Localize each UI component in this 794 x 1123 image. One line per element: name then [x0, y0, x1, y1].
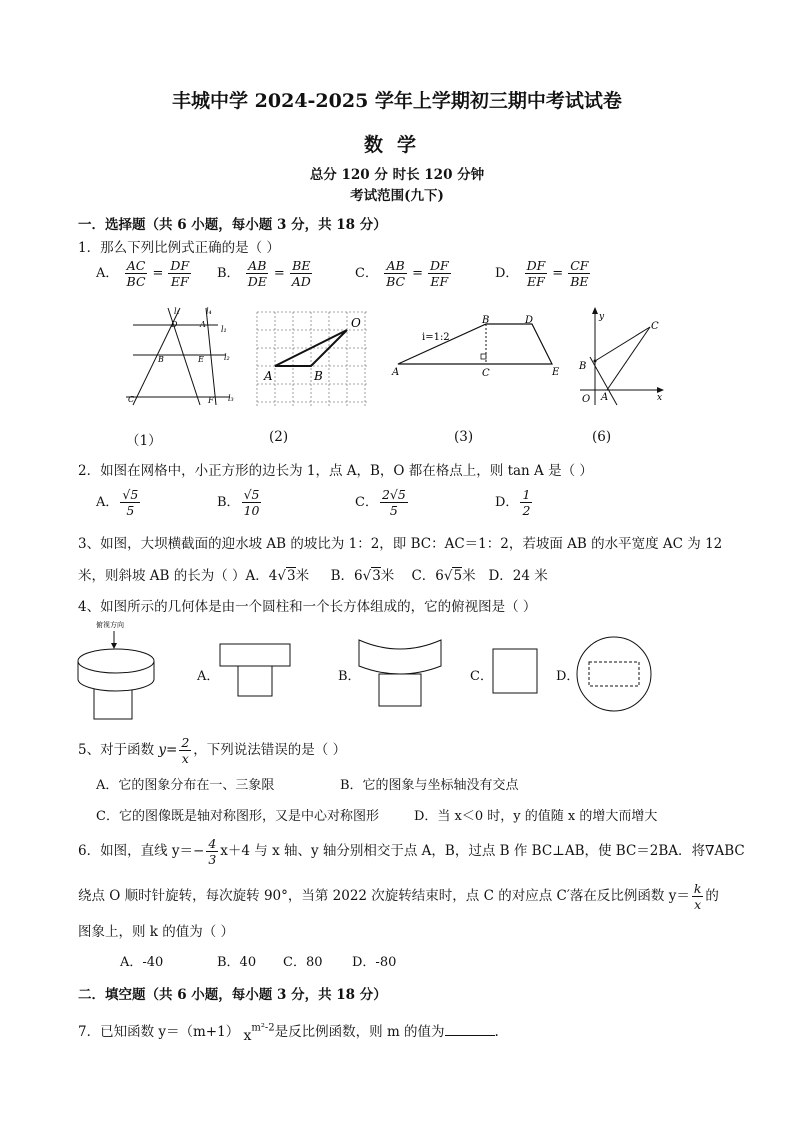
exam-scope: 考试范围(九下): [350, 188, 444, 204]
fig1-label-l1a: l₁: [174, 307, 180, 316]
q4-option-d-figure: [574, 634, 654, 714]
figure-caption-6: (6): [592, 429, 612, 445]
figure-caption-3: (3): [454, 429, 474, 445]
fig1-label-l4: l₄: [206, 307, 212, 316]
fig1-label-E: E: [198, 355, 204, 364]
figure-caption-2: (2): [269, 429, 289, 445]
figure-6-coordinate: [570, 305, 670, 410]
figure-caption-1: （1）: [126, 433, 162, 449]
q6-option-d: D．-80: [352, 955, 397, 970]
q7-answer-blank[interactable]: [445, 1023, 495, 1036]
q4-option-c-figure: [490, 646, 540, 696]
figure-1-parallel-lines: [118, 305, 238, 415]
fig1-label-A: A: [200, 320, 206, 329]
q1-option-c: C． $\frac{AB}{BC}$ = $\frac{DF}{EF}$: [355, 258, 449, 289]
q1-option-a: A． $\frac{AC}{BC}$ = $\frac{DF}{EF}$: [96, 258, 190, 289]
q5-option-c: C．它的图像既是轴对称图形，又是中心对称图形: [96, 809, 379, 824]
q4-option-c-label: C．: [470, 669, 493, 684]
fig3-label-B: B: [482, 315, 490, 326]
fig3-label-E: E: [552, 367, 560, 378]
q2-option-c: C． $\frac{2√5}{5}$: [355, 487, 406, 518]
question-4-stem: 4、如图所示的几何体是由一个圆柱和一个长方体组成的，它的俯视图是（ ）: [78, 599, 537, 615]
figure-3-dam: [390, 312, 570, 382]
fig6-label-O: O: [582, 394, 591, 405]
fig1-label-D: D: [171, 320, 178, 329]
fig6-label-y: y: [599, 312, 605, 322]
fig3-slope-label: i=1:2: [422, 332, 450, 343]
question-7-stem: 7．已知函数 y＝（m+1） $x^{m^2-2}$是反比例函数，则 m 的值为 .: [78, 1022, 499, 1044]
q4-option-b-figure: [355, 636, 445, 711]
q2-option-b: B． $\frac{√5}{10}$: [217, 487, 260, 518]
fig2-label-O: O: [351, 316, 361, 330]
fig1-label-C: C: [128, 395, 135, 404]
q1-option-d: D． $\frac{DF}{EF}$ = $\frac{CF}{BE}$: [495, 258, 589, 289]
fig1-label-l1b: l₁: [221, 325, 227, 334]
fig2-label-A: A: [264, 369, 273, 383]
page-title: 丰城中学 2024-2025 学年上学期初三期中考试试卷: [172, 90, 622, 112]
question-2-stem: 2．如图在网格中，小正方形的边长为 1，点 A，B，O 都在格点上，则 tan A 是（ ）: [78, 463, 593, 479]
fig3-label-C: C: [482, 368, 490, 379]
q6-option-c: C．80: [283, 955, 323, 970]
q5-option-d: D．当 x＜0 时，y 的值随 x 的增大而增大: [414, 809, 658, 824]
q6-option-a: A．-40: [120, 955, 164, 970]
q5-option-b: B．它的图象与坐标轴没有交点: [340, 778, 519, 793]
q4-option-d-label: D．: [556, 669, 580, 684]
fig3-label-A: A: [392, 367, 400, 378]
q2-option-d: D． $\frac{1}{2}$: [495, 487, 531, 518]
fig1-label-l2: l₂: [224, 353, 230, 362]
fig1-label-B: B: [158, 355, 164, 364]
section-heading-fill-blank: 二．填空题（共 6 小题，每小题 3 分，共 18 分）: [78, 987, 387, 1003]
q4-option-b-label: B．: [338, 669, 361, 684]
question-1-stem: 1．那么下列比例式正确的是（ ）: [78, 240, 280, 256]
question-6-line-1: 6．如图，直线 y＝− $\frac{4}{3}$ x＋4 与 x 轴、y 轴分别相交于点 A，B，过点 B 作 BC⊥AB，使 BC＝2BA．将∇ABC: [78, 836, 745, 867]
fig1-label-l3: l₃: [228, 394, 234, 403]
fig1-label-F: F: [208, 396, 214, 405]
question-5-stem: 5、对于函数 y= $\frac{2}{x}$ ，下列说法错误的是（ ）: [78, 735, 347, 766]
q1-option-b: B． $\frac{AB}{DE}$ = $\frac{BE}{AD}$: [217, 258, 311, 289]
figure-2-grid: [252, 307, 372, 412]
q4-option-a-label: A．: [197, 669, 220, 684]
fig6-label-C: C: [651, 321, 659, 332]
section-heading-choice: 一．选择题（共 6 小题，每小题 3 分，共 18 分）: [78, 217, 387, 233]
question-6-line-2: 绕点 O 顺时针旋转，每次旋转 90°，当第 2022 次旋转结束时，点 C 的对应点 C′落在反比例函数 y＝ $\frac{k}{x}$ 的: [78, 881, 719, 912]
question-3-line-1: 3、如图，大坝横截面的迎水坡 AB 的坡比为 1：2，即 BC：AC＝1：2，若坡面 AB 的水平宽度 AC 为 12: [78, 536, 723, 552]
question-3-line-2: 米，则斜坡 AB 的长为（ ）A．4√3米 B．6√3米 C．6√5米 D．24 米: [78, 568, 548, 584]
q4-option-a-figure: [216, 640, 296, 700]
question-6-line-3: 图象上，则 k 的值为（ ）: [78, 924, 235, 940]
q6-option-b: B．40: [217, 955, 257, 970]
q2-option-a: A． $\frac{√5}{5}$: [96, 487, 139, 518]
q4-solid-figure: [74, 617, 164, 722]
fig6-label-A: A: [601, 392, 609, 403]
fig3-label-D: D: [525, 315, 534, 326]
exam-score-time: 总分 120 分 时长 120 分钟: [309, 167, 485, 183]
q5-option-a: A．它的图象分布在一、三象限: [96, 778, 275, 793]
fig6-label-x: x: [657, 393, 663, 403]
subject-title: 数学: [363, 134, 430, 156]
q4-view-direction-label: 俯视方向: [96, 621, 124, 629]
fig2-label-B: B: [314, 369, 323, 383]
fig6-label-B: B: [579, 361, 587, 372]
